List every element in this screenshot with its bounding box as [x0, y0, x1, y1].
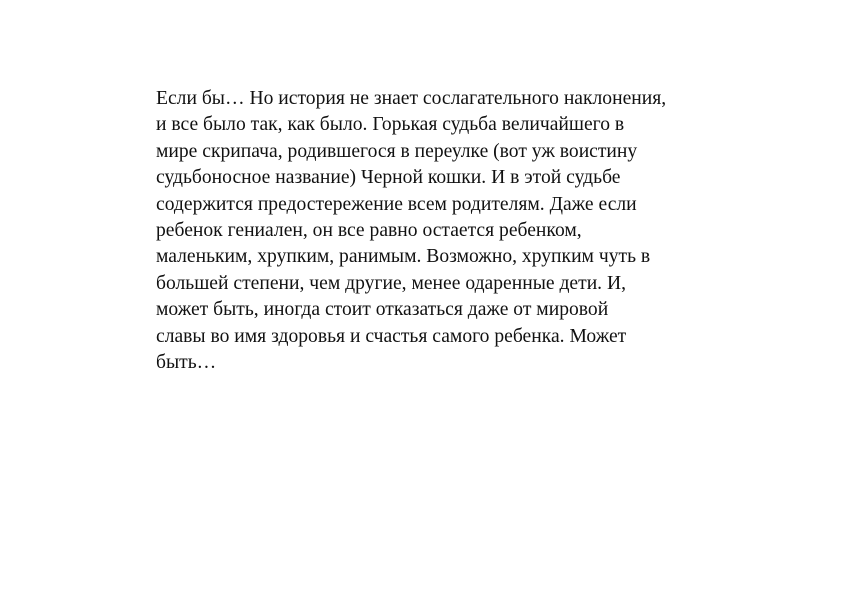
paragraph-line: судьбоносное название) Черной кошки. И в этой судьбе: [156, 167, 621, 189]
paragraph-line: может быть, иногда стоит отказаться даже от мировой: [156, 299, 609, 321]
paragraph-line: славы во имя здоровья и счастья самого ребенка. Может: [156, 325, 627, 347]
paragraph-line: Если бы… Но история не знает сослагательного наклонения,: [156, 88, 667, 109]
paragraph: [156, 86, 756, 376]
paragraph-line: быть…: [156, 352, 217, 374]
paragraph-line: ребенок гениален, он все равно остается ребенком,: [156, 220, 582, 242]
paragraph-line: содержится предостережение всем родителям. Даже если: [156, 193, 637, 215]
paragraph-line: маленьким, хрупким, ранимым. Возможно, хрупким чуть в: [156, 246, 651, 268]
paragraph-line: и все было так, как было. Горькая судьба величайшего в: [156, 114, 625, 136]
paragraph-line: большей степени, чем другие, менее одаренные дети. И,: [156, 272, 627, 294]
paragraph-line: мире скрипача, родившегося в переулке (вот уж воистину: [156, 140, 638, 162]
